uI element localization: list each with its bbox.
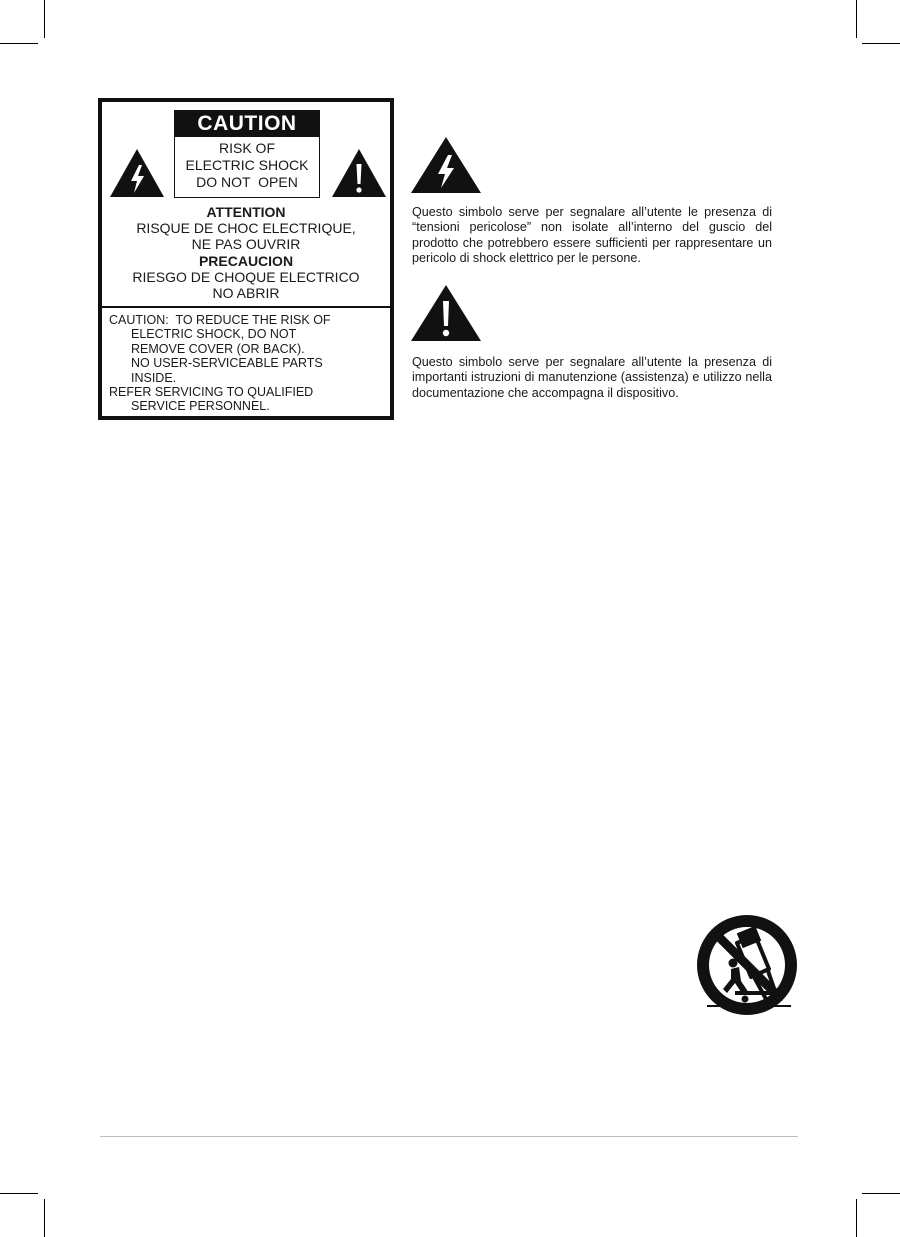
precaucion-block xyxy=(102,253,390,301)
exclamation-symbol-description: Questo simbolo serve per segnalare all’utente la presenza di importanti istruzioni di manutenzione (assistenza) e utilizzo nella documentazione che accompagna il dispositivo. xyxy=(412,355,772,400)
crop-mark xyxy=(0,43,38,44)
cart-tip-over-warning-icon xyxy=(695,913,799,1017)
attention-line: RISQUE DE CHOC ELECTRIQUE, xyxy=(136,220,356,236)
lightning-triangle-icon xyxy=(109,148,165,198)
exclamation-triangle-icon xyxy=(331,148,387,198)
caution-title: CAUTION xyxy=(175,111,319,137)
crop-mark xyxy=(44,0,45,38)
caution-note-line: SERVICE PERSONNEL. xyxy=(131,399,270,414)
footer-rule xyxy=(100,1136,798,1137)
attention-line: NE PAS OUVRIR xyxy=(191,236,301,252)
caution-label-bottom xyxy=(102,308,390,416)
caution-center-box xyxy=(174,110,320,198)
caution-note-line: REFER SERVICING TO QUALIFIED xyxy=(109,385,314,400)
caution-center-line: DO NOT OPEN xyxy=(196,174,298,190)
crop-mark xyxy=(44,1199,45,1237)
attention-block xyxy=(102,204,390,252)
crop-mark xyxy=(862,43,900,44)
attention-title: ATTENTION xyxy=(206,204,286,220)
crop-mark xyxy=(0,1193,38,1194)
exclamation-triangle-icon xyxy=(410,284,482,342)
caution-note-line: INSIDE. xyxy=(131,370,177,385)
caution-center-lines xyxy=(175,137,319,191)
caution-center-line: ELECTRIC SHOCK xyxy=(185,157,309,173)
lightning-triangle-icon xyxy=(410,136,482,194)
precaucion-title: PRECAUCION xyxy=(198,253,294,269)
caution-note-line: REMOVE COVER (OR BACK). xyxy=(131,341,305,356)
caution-note-line: CAUTION: TO REDUCE THE RISK OF xyxy=(109,313,331,327)
caution-label xyxy=(98,98,394,420)
crop-mark xyxy=(856,0,857,38)
caution-note-line: ELECTRIC SHOCK, DO NOT xyxy=(131,327,297,342)
crop-mark xyxy=(856,1199,857,1237)
crop-mark xyxy=(862,1193,900,1194)
caution-note-line: NO USER-SERVICEABLE PARTS xyxy=(131,356,323,371)
caution-center-line: RISK OF xyxy=(218,140,275,156)
precaucion-line: NO ABRIR xyxy=(212,285,280,301)
lightning-symbol-description: Questo simbolo serve per segnalare all’utente le presenza di “tensioni pericolose” non isolate all’interno del guscio del prodotto che potrebbero essere sufficienti per rappresentare un pericolo di shock elettrico per le persone. xyxy=(412,205,772,265)
precaucion-line: RIESGO DE CHOQUE ELECTRICO xyxy=(132,269,360,285)
caution-label-top xyxy=(102,102,390,306)
caution-note xyxy=(109,313,389,414)
